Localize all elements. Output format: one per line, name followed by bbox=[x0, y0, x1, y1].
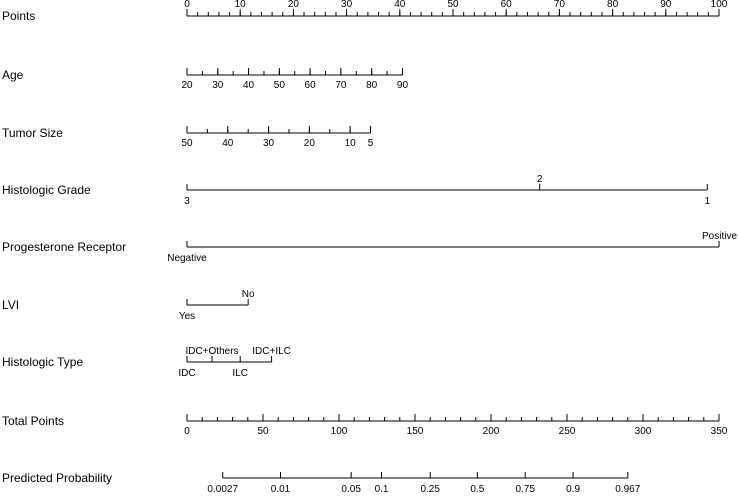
row-total-points bbox=[2, 414, 728, 437]
tick-label-points: 20 bbox=[287, 0, 299, 10]
category-label-2: 2 bbox=[536, 174, 543, 185]
row-points bbox=[2, 0, 728, 23]
row-age bbox=[2, 68, 408, 91]
tick-label-total-points: 350 bbox=[710, 426, 728, 437]
tick-label-age: 40 bbox=[242, 80, 255, 91]
tick-label-points: 50 bbox=[447, 0, 459, 10]
tick-label-age: 30 bbox=[212, 80, 224, 91]
row-predicted-probability bbox=[2, 471, 641, 495]
row-label-progesterone-receptor: Progesterone Receptor bbox=[2, 240, 127, 254]
category-label-positive: Positive bbox=[701, 231, 737, 242]
probability-label: 0.0027 bbox=[207, 484, 239, 495]
tick-label-tumor-size: 40 bbox=[222, 138, 234, 149]
category-label-3: 3 bbox=[184, 196, 190, 207]
tick-label-age: 20 bbox=[181, 80, 193, 91]
tick-label-age: 50 bbox=[273, 80, 285, 91]
tick-label-points: 0 bbox=[184, 0, 190, 10]
tick-label-age: 70 bbox=[335, 80, 347, 91]
category-label-idc-ilc: IDC+ILC bbox=[252, 346, 291, 357]
tick-label-total-points: 200 bbox=[482, 426, 500, 437]
probability-label: 0.25 bbox=[420, 484, 440, 495]
tick-label-tumor-size: 10 bbox=[344, 138, 356, 149]
probability-label: 0.01 bbox=[270, 484, 291, 495]
tick-label-points: 90 bbox=[660, 0, 672, 10]
probability-label: 0.05 bbox=[341, 484, 361, 495]
row-lvi bbox=[2, 289, 255, 322]
probability-label: 0.967 bbox=[615, 484, 641, 495]
row-tumor-size bbox=[2, 126, 374, 149]
category-label-negative: Negative bbox=[167, 253, 207, 264]
tick-label-points: 10 bbox=[234, 0, 246, 10]
row-histologic-type bbox=[2, 346, 291, 379]
tick-label-total-points: 150 bbox=[406, 426, 424, 437]
tick-label-total-points: 100 bbox=[330, 426, 348, 437]
row-label-lvi: LVI bbox=[2, 298, 20, 312]
tick-label-points: 70 bbox=[553, 0, 565, 10]
tick-label-points: 100 bbox=[710, 0, 728, 10]
row-label-histologic-type: Histologic Type bbox=[2, 355, 84, 369]
tick-label-points: 80 bbox=[607, 0, 619, 10]
row-histologic-grade bbox=[2, 174, 711, 207]
tick-label-points: 40 bbox=[394, 0, 406, 10]
row-label-histologic-grade: Histologic Grade bbox=[2, 183, 91, 197]
tick-label-total-points: 250 bbox=[558, 426, 576, 437]
tick-label-total-points: 50 bbox=[257, 426, 269, 437]
probability-label: 0.5 bbox=[470, 484, 485, 495]
probability-label: 0.9 bbox=[566, 484, 581, 495]
tick-label-total-points: 0 bbox=[184, 426, 190, 437]
row-label-total-points: Total Points bbox=[2, 414, 65, 428]
tick-label-points: 60 bbox=[500, 0, 512, 10]
row-label-age: Age bbox=[2, 68, 24, 82]
category-label-idc: IDC bbox=[178, 368, 196, 379]
tick-label-age: 80 bbox=[366, 80, 378, 91]
row-label-points: Points bbox=[2, 9, 36, 23]
probability-label: 0.1 bbox=[374, 484, 389, 495]
category-label-1: 1 bbox=[704, 196, 711, 207]
tick-label-tumor-size: 20 bbox=[303, 138, 315, 149]
tick-label-points: 30 bbox=[341, 0, 353, 10]
tick-label-tumor-size: 5 bbox=[367, 138, 374, 149]
category-label-ilc: ILC bbox=[232, 368, 248, 379]
probability-label: 0.75 bbox=[515, 484, 535, 495]
tick-label-tumor-size: 50 bbox=[181, 138, 193, 149]
row-label-predicted-probability: Predicted Probability bbox=[2, 471, 113, 485]
category-label-yes: Yes bbox=[178, 311, 196, 322]
category-label-no: No bbox=[241, 289, 255, 300]
tick-label-age: 90 bbox=[396, 80, 409, 91]
category-label-idc-others: IDC+Others bbox=[185, 346, 239, 357]
row-label-tumor-size: Tumor Size bbox=[2, 126, 63, 140]
tick-label-total-points: 300 bbox=[634, 426, 652, 437]
row-progesterone-receptor bbox=[2, 231, 737, 264]
tick-label-age: 60 bbox=[304, 80, 316, 91]
tick-label-tumor-size: 30 bbox=[263, 138, 275, 149]
